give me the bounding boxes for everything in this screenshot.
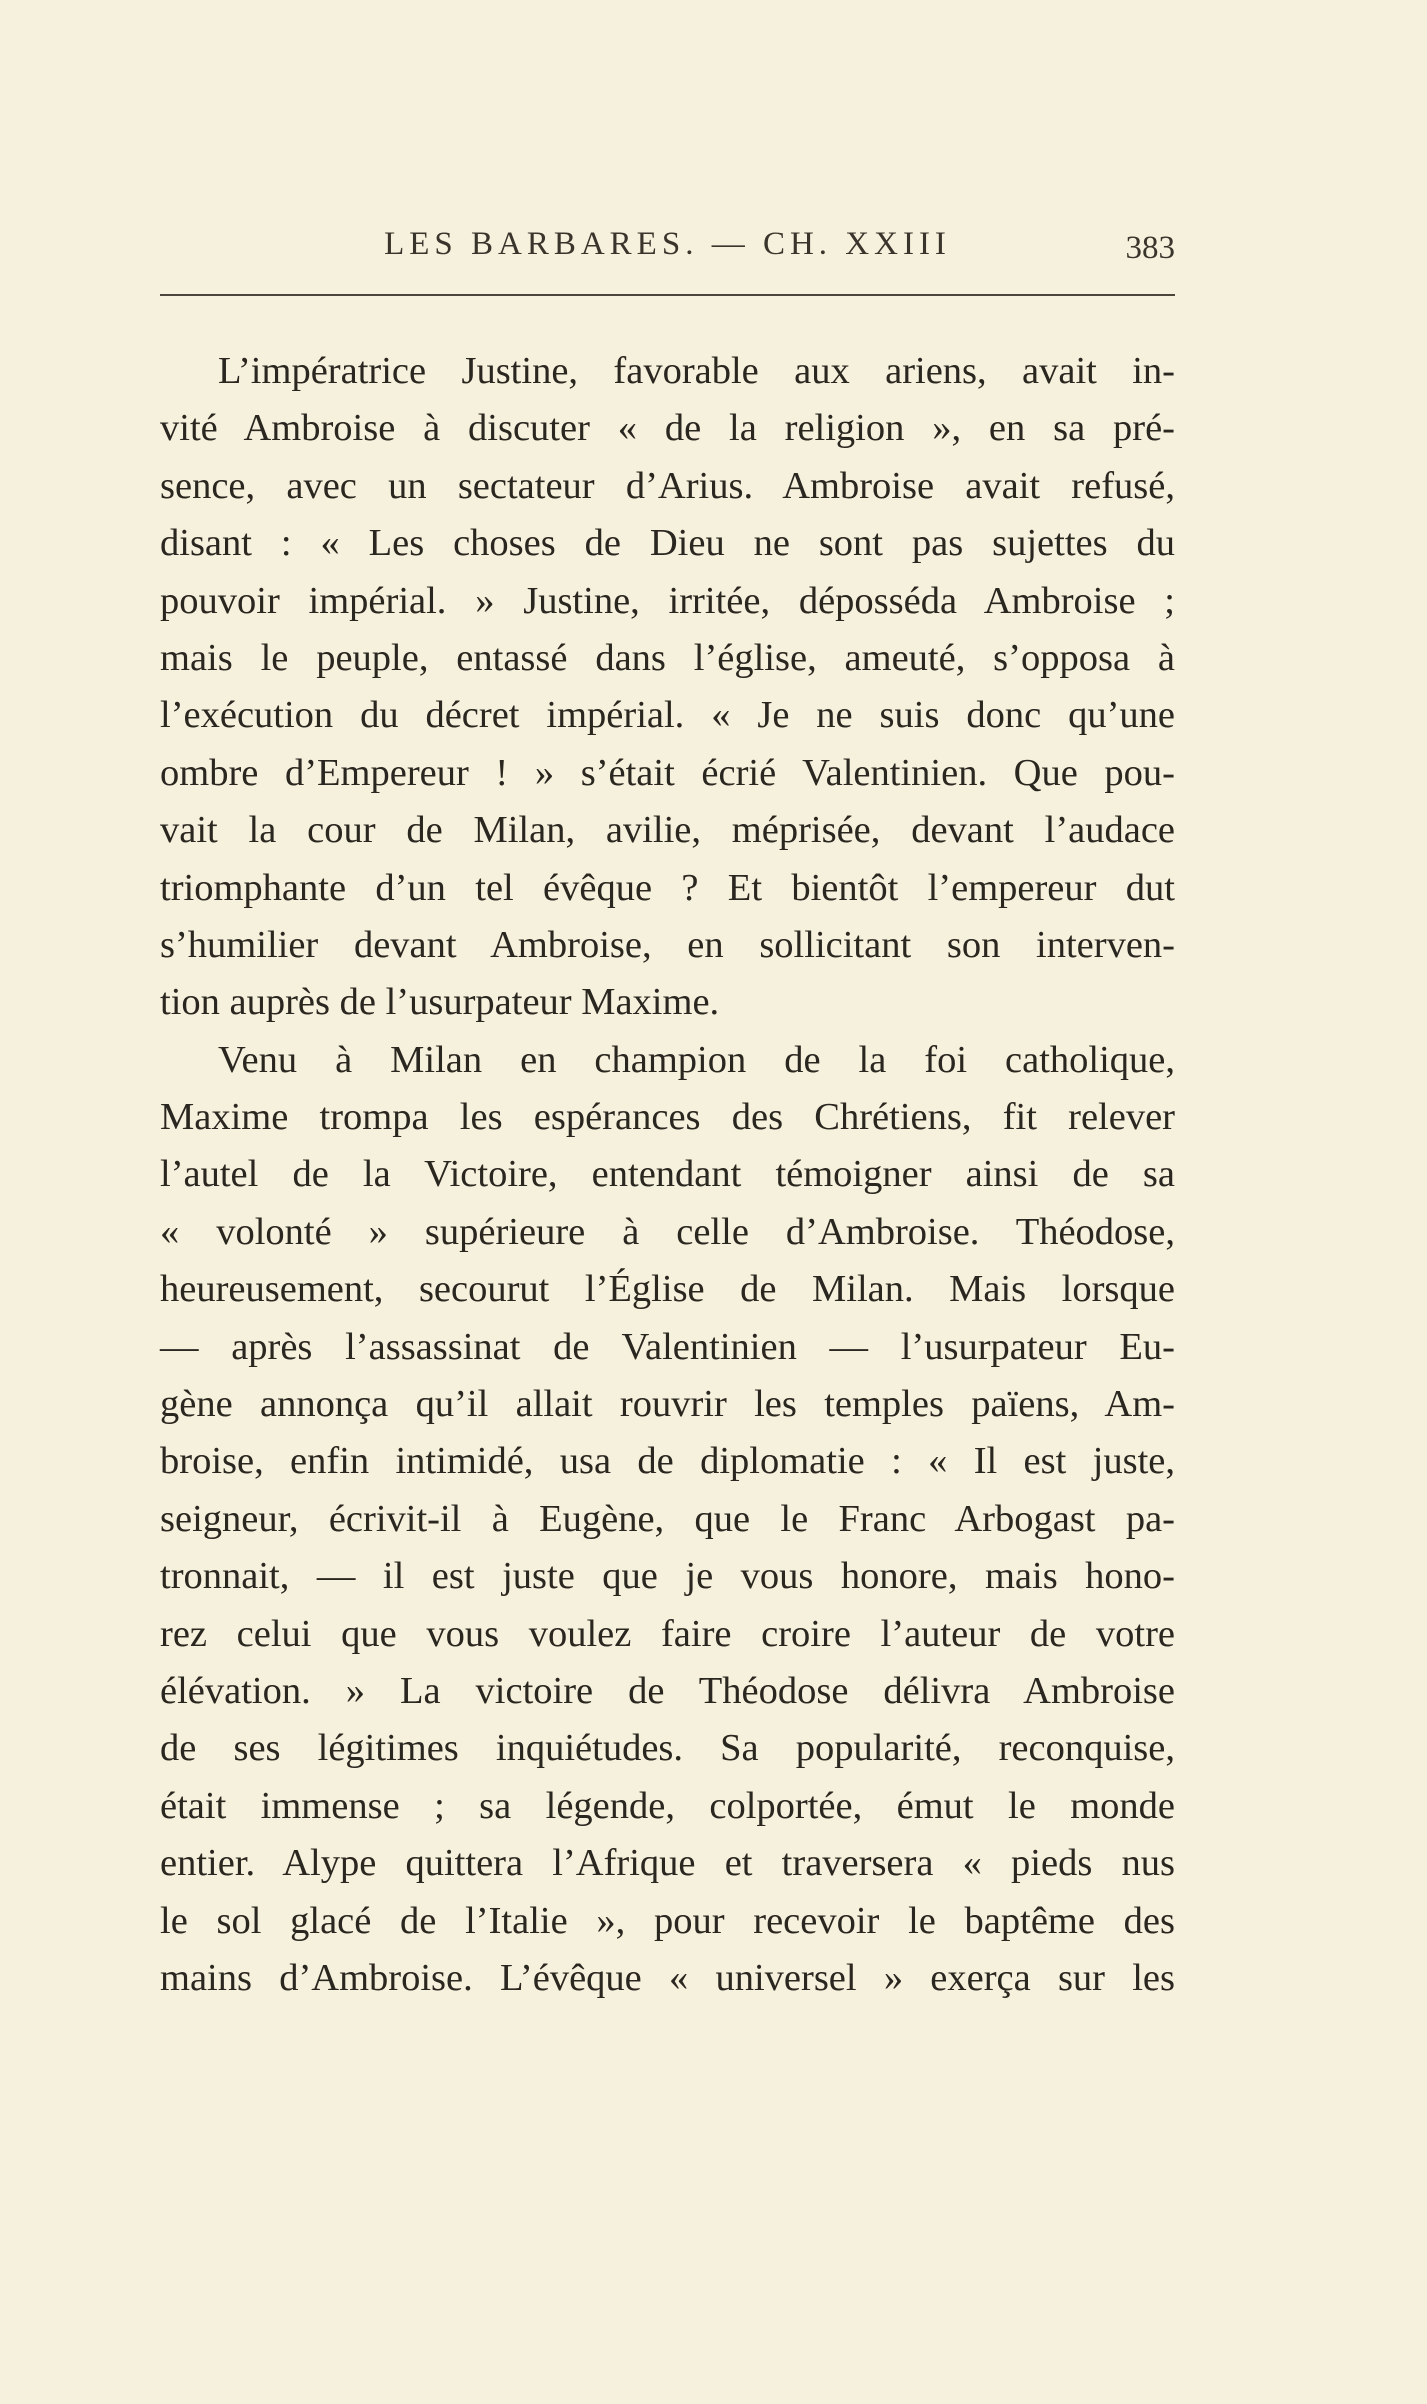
paragraph-1 [160,343,1175,1032]
text-line: triomphante d’un tel évêque ? Et bientôt l’empereur dut [160,866,1175,909]
text-line: « volonté » supérieure à celle d’Ambroise. Théodose, [160,1210,1175,1253]
body-text [160,343,1175,2007]
text-line: disant : « Les choses de Dieu ne sont pas sujettes du [160,522,1175,565]
text-line: le sol glacé de l’Italie », pour recevoir le baptême des [160,1899,1175,1942]
text-line: l’exécution du décret impérial. « Je ne suis donc qu’une [160,694,1175,737]
text-line: pouvoir impérial. » Justine, irritée, déposséda Ambroise ; [160,579,1175,622]
text-line: Venu à Milan en champion de la foi catholique, [218,1038,1175,1081]
text-line: entier. Alype quittera l’Afrique et traversera « pieds nus [160,1842,1175,1885]
text-line: mains d’Ambroise. L’évêque « universel » exerça sur les [160,1956,1175,1999]
text-line: heureusement, secourut l’Église de Milan. Mais lorsque [160,1268,1175,1311]
text-line: — après l’assassinat de Valentinien — l’usurpateur Eu- [160,1325,1175,1368]
text-line: rez celui que vous voulez faire croire l’auteur de votre [160,1612,1175,1655]
text-line: gène annonça qu’il allait rouvrir les temples païens, Am- [160,1383,1175,1426]
text-line: ombre d’Empereur ! » s’était écrié Valentinien. Que pou- [160,751,1175,794]
text-line: était immense ; sa légende, colportée, émut le monde [160,1784,1175,1827]
text-line: tronnait, — il est juste que je vous honore, mais hono- [160,1555,1175,1598]
text-line: Maxime trompa les espérances des Chrétiens, fit relever [160,1096,1175,1139]
text-line: l’autel de la Victoire, entendant témoigner ainsi de sa [160,1153,1175,1196]
text-line: sence, avec un sectateur d’Arius. Ambroise avait refusé, [160,464,1175,507]
running-head [160,222,1175,272]
text-line: seigneur, écrivit-il à Eugène, que le Franc Arbogast pa- [160,1497,1175,1540]
text-line: vait la cour de Milan, avilie, méprisée, devant l’audace [160,809,1175,852]
text-line: de ses légitimes inquiétudes. Sa popularité, reconquise, [160,1727,1175,1770]
text-line: L’impératrice Justine, favorable aux ariens, avait in- [218,350,1175,392]
chapter-title: LES BARBARES. — CH. XXIII [384,226,951,262]
text-line: vité Ambroise à discuter « de la religion », en sa pré- [160,407,1175,450]
text-line: élévation. » La victoire de Théodose délivra Ambroise [160,1669,1175,1712]
page-number: 383 [1125,230,1175,266]
header-rule [160,294,1175,296]
text-line: tion auprès de l’usurpateur Maxime. [160,981,720,1024]
paragraph-2 [160,1032,1175,2008]
text-line: broise, enfin intimidé, usa de diplomatie : « Il est juste, [160,1440,1175,1483]
text-line: s’humilier devant Ambroise, en sollicitant son interven- [160,923,1175,966]
text-line: mais le peuple, entassé dans l’église, ameuté, s’opposa à [160,636,1175,679]
